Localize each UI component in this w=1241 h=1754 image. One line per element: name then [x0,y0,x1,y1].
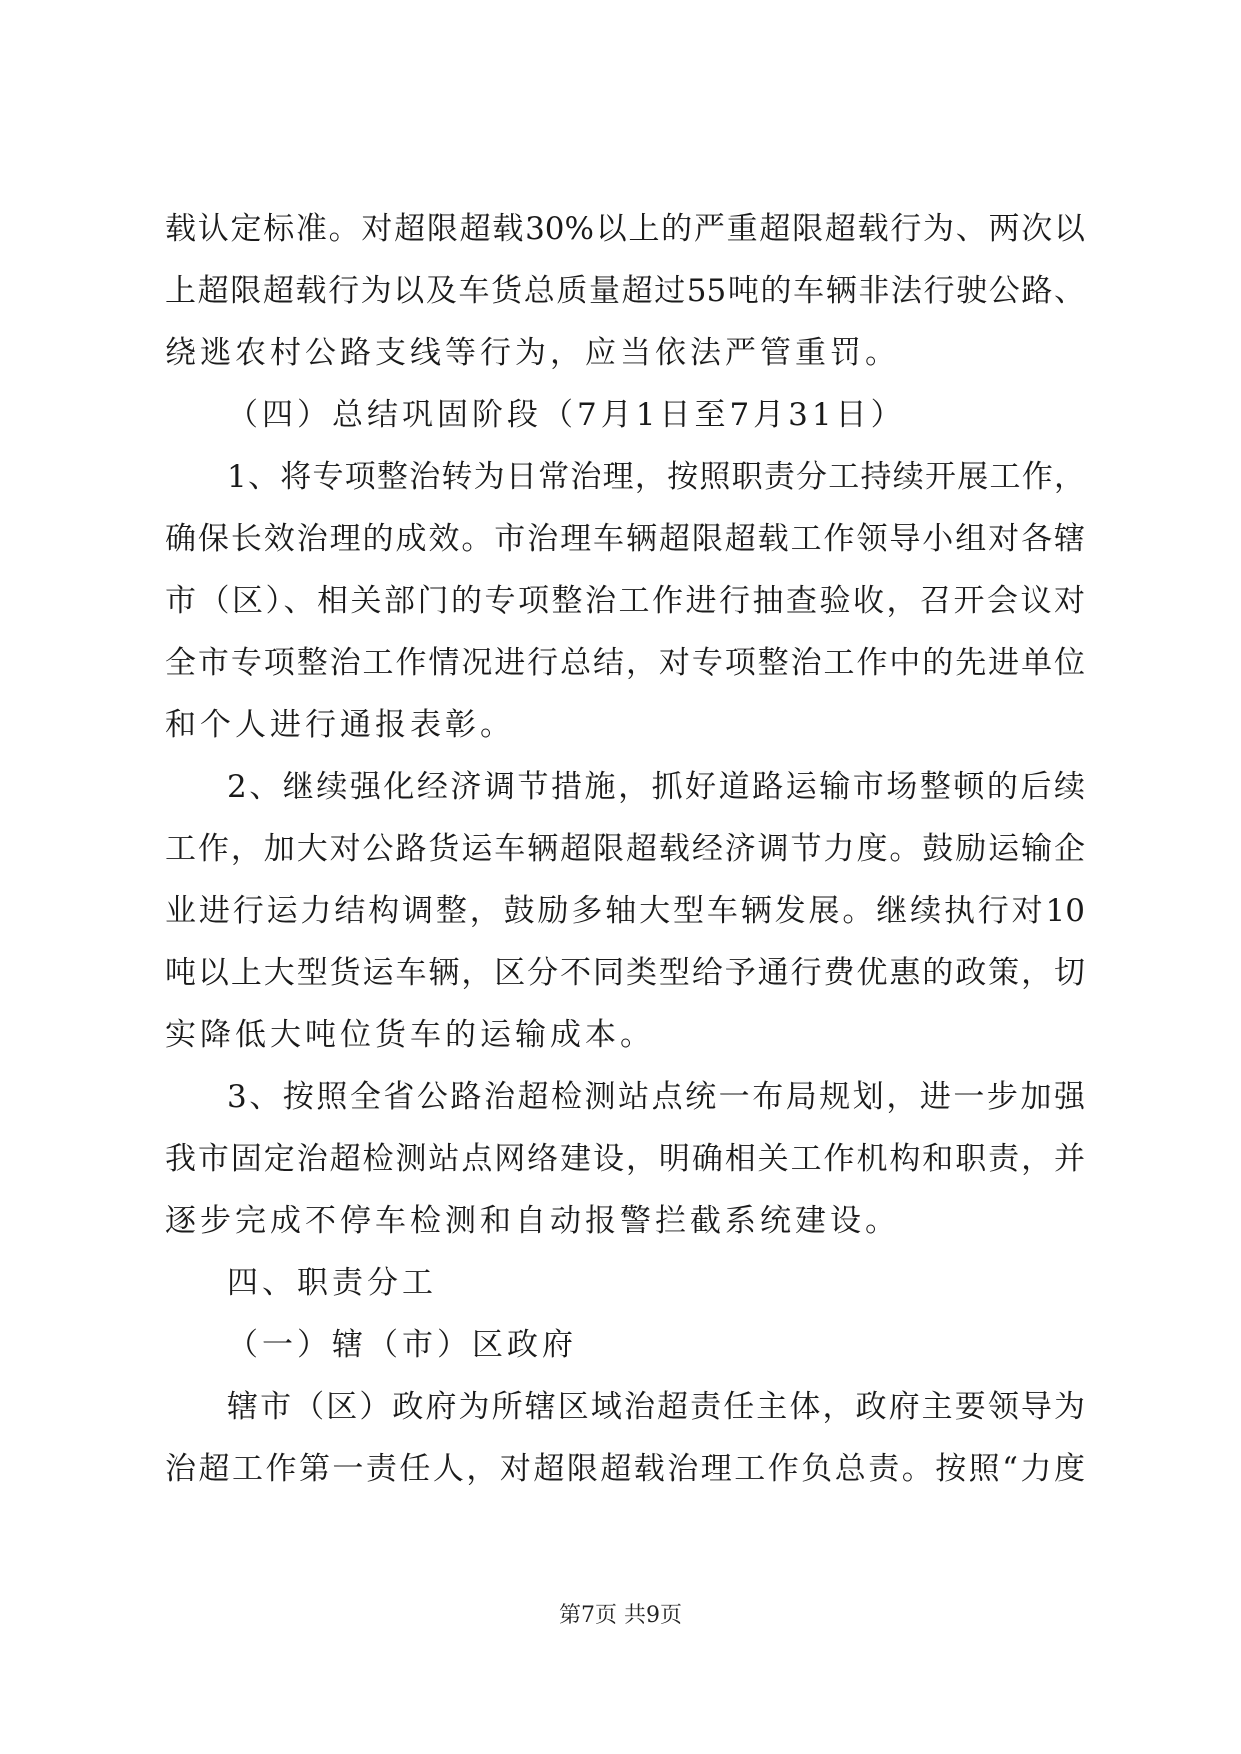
text-line: 治超工作第一责任人，对超限超载治理工作负总责。按照“力度 [165,1451,1085,1487]
text-line: 业进行运力结构调整，鼓励多轴大型车辆发展。继续执行对10 [165,893,1085,929]
text-line: 载认定标准。对超限超载30%以上的严重超限超载行为、两次以 [165,211,1085,247]
document-body [165,198,1085,1500]
text-line: 吨以上大型货运车辆，区分不同类型给予通行费优惠的政策，切 [165,955,1085,991]
text-line: 2、继续强化经济调节措施，抓好道路运输市场整顿的后续 [227,769,1085,805]
subsection-heading: （一）辖（市）区政府 [227,1327,577,1363]
section-heading: 四、职责分工 [227,1265,437,1301]
text-line: 工作，加大对公路货运车辆超限超载经济调节力度。鼓励运输企 [165,831,1085,867]
text-line: 确保长效治理的成效。市治理车辆超限超载工作领导小组对各辖 [165,521,1085,557]
text-line: 实降低大吨位货车的运输成本。 [165,1017,655,1053]
text-line: 上超限超载行为以及车货总质量超过55吨的车辆非法行驶公路、 [165,273,1085,309]
page-number-footer: 第7页 共9页 [559,1603,682,1628]
section-heading: （四）总结巩固阶段（7月1日至7月31日） [227,397,906,433]
text-line: 绕逃农村公路支线等行为，应当依法严管重罚。 [165,335,900,371]
text-line: 辖市（区）政府为所辖区域治超责任主体，政府主要领导为 [227,1389,1085,1425]
text-line: 逐步完成不停车检测和自动报警拦截系统建设。 [165,1203,900,1239]
text-line: 和个人进行通报表彰。 [165,707,515,743]
text-line: 1、将专项整治转为日常治理，按照职责分工持续开展工作， [227,459,1085,495]
text-line: 我市固定治超检测站点网络建设，明确相关工作机构和职责，并 [165,1141,1085,1177]
text-line: 3、按照全省公路治超检测站点统一布局规划，进一步加强 [227,1079,1085,1115]
text-line: 市（区）、相关部门的专项整治工作进行抽查验收，召开会议对 [165,583,1085,619]
text-line: 全市专项整治工作情况进行总结，对专项整治工作中的先进单位 [165,645,1085,681]
